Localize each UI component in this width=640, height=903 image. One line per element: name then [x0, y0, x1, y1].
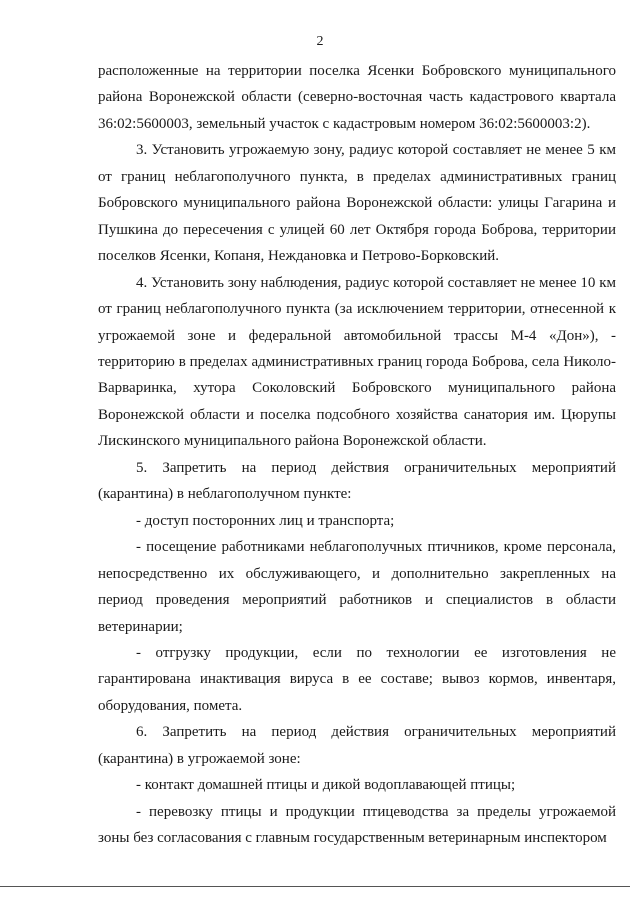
list-item: - отгрузку продукции, если по технологии ее изготовления не гарантирована инактивация вируса в ее составе; вывоз кормов, инвентаря, оборудования, помета. — [98, 644, 616, 714]
document-body — [98, 58, 616, 852]
list-item: - посещение работниками неблагополучных птичников, кроме персонала, непосредственно их обслуживающего, и дополнительно закрепленных на период проведения мероприятий работников и специалистов в области ветеринарии; — [98, 539, 616, 635]
list-item: - доступ посторонних лиц и транспорта; — [136, 512, 395, 529]
paragraph-item-6: 6. Запретить на период действия ограничительных мероприятий (карантина) в угрожаемой зоне: — [98, 724, 616, 767]
list-item: - контакт домашней птицы и дикой водоплавающей птицы; — [136, 777, 516, 794]
page-number: 2 — [316, 34, 324, 49]
list-item: - перевозку птицы и продукции птицеводства за пределы угрожаемой зоны без согласования с главным государственным ветеринарным инспектором — [98, 803, 616, 847]
paragraph-item-5: 5. Запретить на период действия ограничительных мероприятий (карантина) в неблагополучном пункте: — [98, 459, 616, 503]
paragraph-item-3: 3. Установить угрожаемую зону, радиус которой составляет не менее 5 км от границ неблагополучного пункта, в пределах административных границ Бобровского муниципального района Воронежской области: улицы Гагарина и Пушкина до пересечения с улицей 60 лет Октября города Боброва, территории поселков Ясенки, Копаня, Неждановка и Петрово-Борковский. — [98, 142, 616, 265]
paragraph-item-4: 4. Установить зону наблюдения, радиус которой составляет не менее 10 км от границ неблагополучного пункта (за исключением территории, отнесенной к угрожаемой зоне и федеральной автомобильной трассы М-4 «Дон»), - территорию в пределах административных границ города Боброва, села Николо-Варваринка, хутора Соколовский Бобровского муниципального района Воронежской области и поселка подсобного хозяйства санатория им. Цюрупы Лискинского муниципального района Воронежской области. — [98, 274, 616, 450]
paragraph-continuation: расположенные на территории поселка Ясенки Бобровского муниципального района Воронежской области (северно-восточная часть кадастрового квартала 36:02:5600003, земельный участок с кадастровым номером 36:02:5600003:2). — [98, 63, 616, 132]
page-bottom-rule — [0, 886, 630, 887]
